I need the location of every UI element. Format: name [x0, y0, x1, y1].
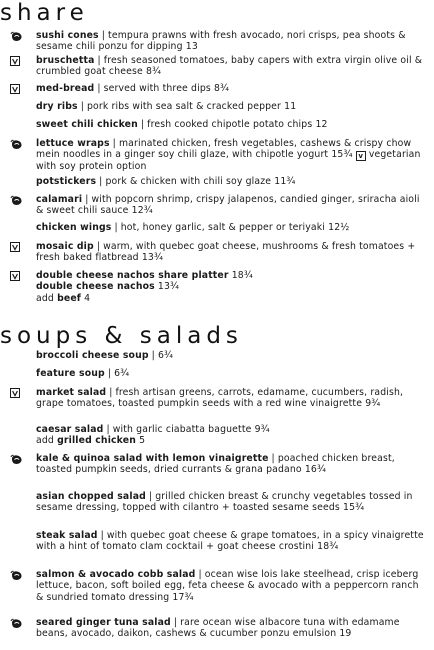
item-name: lettuce wraps — [36, 138, 110, 149]
item-name: bruschetta — [36, 55, 95, 66]
addon-name: beef — [57, 292, 81, 304]
separator: | — [112, 138, 116, 149]
menu-item — [36, 176, 428, 187]
item-name: double cheese nachos — [36, 281, 155, 293]
menu-item — [36, 241, 428, 264]
item-description: marinated chicken, fresh vegetables, cashews & crispy chow mein noodles in a ginger soy chili glaze, with chipotle yogurt — [36, 138, 412, 161]
menu-item — [36, 55, 428, 78]
menu-item — [36, 424, 428, 447]
separator: | — [151, 350, 155, 361]
separator: | — [99, 176, 103, 187]
chili-icon — [10, 570, 23, 581]
item-price: 13 — [185, 41, 198, 53]
item-price: 6¾ — [114, 368, 130, 379]
separator: | — [80, 101, 84, 112]
item-price: 19 — [339, 628, 352, 640]
item-price: 12 — [315, 119, 328, 130]
item-price: 13¾ — [141, 252, 164, 264]
item-price: 15¾ — [331, 149, 353, 161]
item-name: caesar salad — [36, 424, 104, 435]
item-price: 11 — [284, 101, 297, 112]
section-title: share — [0, 0, 89, 26]
item-description: fresh cooked chipotle potato chips — [147, 119, 313, 130]
item-price: 15¾ — [343, 502, 365, 514]
item-name: broccoli cheese soup — [36, 350, 149, 361]
item-addon — [36, 293, 90, 304]
item-price: 9¾ — [365, 398, 381, 410]
item-note: vegetarian with soy protein option — [36, 149, 421, 173]
chili-icon — [10, 31, 23, 42]
menu-item — [36, 491, 428, 514]
item-price: 6¾ — [157, 350, 174, 361]
menu-item — [36, 119, 428, 130]
vegetarian-icon — [10, 271, 23, 282]
addon-prefix: add — [36, 292, 54, 304]
item-description: rare ocean wise albacore tuna with edamame beans, avocado, daikon, cashews & cucumber ponzu emulsion — [36, 617, 400, 640]
item-description: served with three dips — [103, 83, 211, 94]
separator: | — [140, 119, 145, 130]
item-name: salmon & avocado cobb salad — [36, 569, 196, 580]
item-price: 16¾ — [304, 464, 327, 476]
item-description: ocean wise lois lake steelhead, crisp iceberg lettuce, bacon, soft boiled egg, feta cheese & avocado with a peppercorn ranch & sundried tomato dressing — [36, 569, 419, 603]
item-description: poached chicken breast, toasted pumpkin seeds, dried currants & grana padano — [36, 453, 395, 476]
separator: | — [97, 83, 101, 94]
addon-price: 5 — [139, 435, 146, 447]
menu-item — [36, 350, 428, 361]
menu-item — [36, 569, 428, 603]
item-name: feature soup — [36, 368, 105, 379]
menu-item — [36, 194, 428, 217]
item-name: steak salad — [36, 530, 98, 541]
item-description: fresh artisan greens, carrots, edamame, cucumbers, radish, grape tomatoes, toasted pumpkin seeds with a red wine vinaigrette — [36, 387, 404, 410]
item-price: 18¾ — [231, 270, 253, 281]
item-description: hot, honey garlic, salt & pepper or teriyaki — [120, 222, 326, 233]
item-description: tempura prawns with fresh avocado, nori crisps, pea shoots & sesame chili ponzu for dipping — [36, 30, 406, 53]
separator: | — [173, 617, 178, 628]
item-description: pork & chicken with chili soy glaze — [105, 176, 272, 187]
item-price: 9¾ — [254, 424, 270, 435]
item-name: mosaic dip — [36, 241, 94, 252]
item-price: 12½ — [328, 222, 350, 233]
item-price: 17¾ — [172, 591, 194, 603]
addon-name: grilled chicken — [57, 435, 136, 447]
menu-item — [36, 453, 428, 476]
menu-item — [36, 138, 428, 173]
separator: | — [100, 530, 104, 541]
item-description: with popcorn shrimp, crispy jalapenos, candied ginger, sriracha aioli & sweet chili sauce — [36, 194, 420, 217]
chili-icon — [10, 454, 23, 465]
item-price: 11¾ — [274, 176, 296, 187]
item-description: grilled chicken breast & crunchy vegetables tossed in sesame dressing, topped with cilantro + toasted sesame seeds — [36, 491, 413, 514]
item-addon — [36, 435, 145, 446]
separator: | — [148, 491, 153, 502]
addon-price: 4 — [84, 292, 91, 304]
item-price: 8¾ — [213, 83, 230, 94]
item-name: seared ginger tuna salad — [36, 617, 171, 628]
separator: | — [96, 241, 101, 252]
vegetarian-icon — [10, 84, 23, 95]
menu-item — [36, 101, 428, 112]
chili-icon — [10, 195, 23, 206]
menu-item — [36, 222, 428, 233]
separator: | — [85, 194, 89, 205]
menu-item — [36, 530, 428, 553]
vegetarian-icon — [10, 56, 23, 67]
item-description: pork ribs with sea salt & cracked pepper — [87, 101, 282, 112]
separator: | — [101, 30, 106, 41]
item-name: dry ribs — [36, 101, 78, 112]
menu-item — [36, 30, 428, 53]
vegetarian-icon — [10, 388, 23, 399]
vegetarian-icon: v — [356, 151, 366, 161]
item-price: 18¾ — [317, 541, 339, 553]
item-name: med-bread — [36, 83, 95, 94]
item-price: 8¾ — [145, 66, 162, 78]
separator: | — [107, 368, 112, 379]
item-name: kale & quinoa salad with lemon vinaigrette — [36, 453, 269, 464]
item-name: asian chopped salad — [36, 491, 146, 502]
menu-item — [36, 83, 428, 94]
item-name: sushi cones — [36, 30, 99, 41]
item-name: market salad — [36, 387, 107, 398]
menu-item — [36, 387, 428, 410]
item-name: potstickers — [36, 176, 97, 187]
separator: | — [97, 55, 101, 66]
addon-prefix: add — [36, 435, 54, 447]
item-description: fresh seasoned tomatoes, baby capers with extra virgin olive oil & crumbled goat cheese — [36, 55, 423, 78]
item-name: calamari — [36, 194, 83, 205]
item-name: sweet chili chicken — [36, 119, 138, 130]
section-title: soups & salads — [0, 323, 243, 349]
separator: | — [109, 387, 113, 398]
vegetarian-icon — [10, 242, 23, 253]
separator: | — [106, 424, 110, 435]
item-price: 13¾ — [157, 281, 180, 293]
menu-item — [36, 368, 428, 379]
item-description: warm, with quebec goat cheese, mushrooms & fresh tomatoes + fresh baked flatbread — [36, 241, 416, 264]
item-price: 12¾ — [131, 205, 153, 217]
menu-item — [36, 270, 428, 304]
menu-item — [36, 617, 428, 640]
item-description: with garlic ciabatta baguette — [112, 424, 252, 435]
chili-icon — [10, 618, 23, 629]
item-description: with quebec goat cheese & grape tomatoes, in a spicy vinaigrette with a hint of tomato clam cocktail + goat cheese crostini — [36, 530, 424, 553]
separator: | — [271, 453, 275, 464]
separator: | — [114, 222, 118, 233]
item-name: double cheese nachos share platter — [36, 270, 229, 281]
chili-icon — [10, 139, 23, 150]
separator: | — [198, 569, 202, 580]
item-name: chicken wings — [36, 222, 112, 233]
